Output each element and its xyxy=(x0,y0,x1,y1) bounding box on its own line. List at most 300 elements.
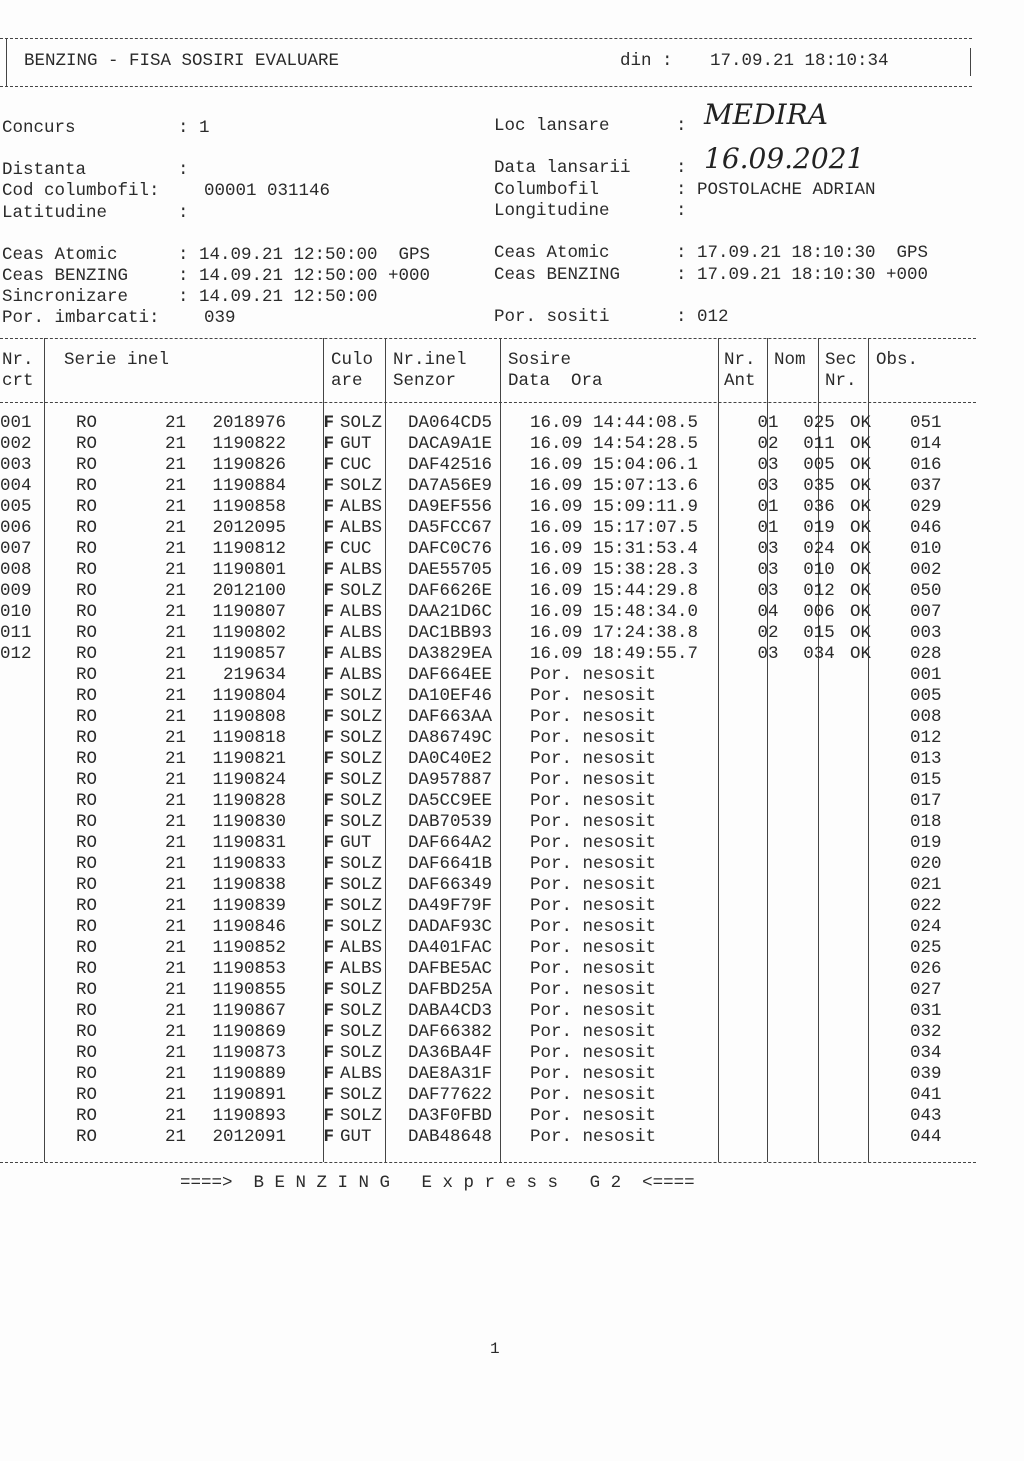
row-country-cell: RO xyxy=(76,476,98,496)
row-ant-cell xyxy=(742,665,794,686)
table-top-border xyxy=(0,338,976,339)
row-country-cell: RO xyxy=(76,455,98,475)
report-title: BENZING - FISA SOSIRI EVALUARE xyxy=(24,51,340,71)
row-ant-cell: 03 xyxy=(757,581,779,601)
row-nom-cell xyxy=(794,1064,844,1085)
row-ant-cell xyxy=(742,1043,794,1064)
columbofil-label: Columbofil xyxy=(494,180,600,200)
row-sex-cell: F xyxy=(323,854,334,874)
data-lansarii-sep: : xyxy=(676,158,687,178)
row-year-cell: 21 xyxy=(164,770,186,790)
row-arrival-cell: Por. nesosit xyxy=(530,665,657,685)
row-nr-cell xyxy=(0,770,58,791)
row-ant-cell xyxy=(742,770,794,791)
table-row xyxy=(0,791,990,812)
distanta-value: : xyxy=(178,160,189,180)
row-nom-cell xyxy=(794,812,844,833)
row-ant-cell: 01 xyxy=(757,413,779,433)
row-country-cell: RO xyxy=(76,854,98,874)
row-year-cell: 21 xyxy=(164,560,186,580)
row-sec-cell xyxy=(844,1064,902,1085)
header-right-border xyxy=(970,48,971,76)
row-year-cell: 21 xyxy=(164,602,186,622)
row-nom-cell xyxy=(794,854,844,875)
table-row xyxy=(0,854,990,875)
row-obs-cell: 022 xyxy=(910,896,942,916)
row-ant-cell xyxy=(742,875,794,896)
row-sec-cell xyxy=(844,917,902,938)
row-year-cell: 21 xyxy=(164,686,186,706)
row-nom-cell: 034 xyxy=(803,644,835,664)
row-sensor-cell: DACA9A1E xyxy=(408,434,493,454)
row-arrival-cell: 16.09 15:17:07.5 xyxy=(530,518,699,538)
table-row xyxy=(0,476,990,497)
cod-columbofil-label: Cod columbofil: xyxy=(2,181,160,201)
row-sensor-cell: DAF6641B xyxy=(408,854,493,874)
table-row xyxy=(0,1106,990,1127)
table-row xyxy=(0,812,990,833)
row-country-cell: RO xyxy=(76,980,98,1000)
row-nom-cell xyxy=(794,833,844,854)
row-year-cell: 21 xyxy=(164,539,186,559)
row-nr-cell: 004 xyxy=(0,476,32,496)
row-nom-cell: 006 xyxy=(803,602,835,622)
row-sensor-cell: DAF42516 xyxy=(408,455,493,475)
row-sensor-cell: DA401FAC xyxy=(408,938,493,958)
row-sec-cell xyxy=(844,728,902,749)
row-arrival-cell: Por. nesosit xyxy=(530,812,657,832)
row-arrival-cell: 16.09 15:04:06.1 xyxy=(530,455,699,475)
row-ant-cell xyxy=(742,791,794,812)
row-ring-number-cell: 1190893 xyxy=(212,1106,286,1126)
row-nr-cell xyxy=(0,959,58,980)
row-sensor-cell: DA0C40E2 xyxy=(408,749,493,769)
row-ant-cell: 03 xyxy=(757,539,779,559)
row-sex-cell: F xyxy=(323,1001,334,1021)
table-row xyxy=(0,1085,990,1106)
row-country-cell: RO xyxy=(76,1022,98,1042)
page-mark: 1 xyxy=(490,1340,500,1358)
loc-lansare-handwritten: MEDIRA xyxy=(704,98,828,131)
row-nr-cell: 010 xyxy=(0,602,32,622)
row-nr-cell xyxy=(0,1064,58,1085)
row-sec-cell xyxy=(844,896,902,917)
row-sensor-cell: DAA21D6C xyxy=(408,602,493,622)
row-year-cell: 21 xyxy=(164,875,186,895)
table-row xyxy=(0,1022,990,1043)
row-ring-number-cell: 1190802 xyxy=(212,623,286,643)
table-row xyxy=(0,1043,990,1064)
row-arrival-cell: Por. nesosit xyxy=(530,938,657,958)
row-nom-cell xyxy=(794,728,844,749)
row-sec-cell: OK xyxy=(850,644,872,664)
row-ring-number-cell: 1190839 xyxy=(212,896,286,916)
row-color-cell: SOLZ xyxy=(340,875,383,895)
row-sensor-cell: DAF664A2 xyxy=(408,833,493,853)
table-row xyxy=(0,917,990,938)
row-arrival-cell: Por. nesosit xyxy=(530,1064,657,1084)
table-bottom-border xyxy=(0,1162,976,1163)
row-sensor-cell: DAFC0C76 xyxy=(408,539,493,559)
table-row xyxy=(0,980,990,1001)
row-sec-cell xyxy=(844,1127,902,1148)
row-arrival-cell: 16.09 15:44:29.8 xyxy=(530,581,699,601)
row-sensor-cell: DA36BA4F xyxy=(408,1043,493,1063)
row-color-cell: ALBS xyxy=(340,623,383,643)
row-color-cell: SOLZ xyxy=(340,1085,383,1105)
row-nom-cell xyxy=(794,707,844,728)
row-obs-cell: 015 xyxy=(910,770,942,790)
row-arrival-cell: Por. nesosit xyxy=(530,1127,657,1147)
row-color-cell: SOLZ xyxy=(340,728,383,748)
header-left-border xyxy=(6,38,7,86)
row-country-cell: RO xyxy=(76,413,98,433)
row-year-cell: 21 xyxy=(164,854,186,874)
row-arrival-cell: Por. nesosit xyxy=(530,728,657,748)
row-nom-cell: 011 xyxy=(803,434,835,454)
row-sensor-cell: DAF6626E xyxy=(408,581,493,601)
row-ring-number-cell: 1190821 xyxy=(212,749,286,769)
row-nr-cell xyxy=(0,1085,58,1106)
row-obs-cell: 016 xyxy=(910,455,942,475)
row-country-cell: RO xyxy=(76,749,98,769)
row-nr-cell xyxy=(0,686,58,707)
row-year-cell: 21 xyxy=(164,1064,186,1084)
table-row xyxy=(0,1127,990,1148)
row-nr-cell: 006 xyxy=(0,518,32,538)
ceas-benzing-start-label: Ceas BENZING xyxy=(2,266,129,286)
row-nom-cell xyxy=(794,1127,844,1148)
row-nom-cell xyxy=(794,875,844,896)
row-color-cell: SOLZ xyxy=(340,749,383,769)
row-ring-number-cell: 1190833 xyxy=(212,854,286,874)
row-nr-cell xyxy=(0,1127,58,1148)
row-obs-cell: 019 xyxy=(910,833,942,853)
row-sensor-cell: DA5FCC67 xyxy=(408,518,493,538)
row-ant-cell xyxy=(742,728,794,749)
row-nom-cell: 025 xyxy=(803,413,835,433)
col-header-sosire: Sosire Data Ora xyxy=(508,350,603,391)
row-nr-cell xyxy=(0,749,58,770)
row-year-cell: 21 xyxy=(164,833,186,853)
top-border xyxy=(0,38,972,39)
row-arrival-cell: Por. nesosit xyxy=(530,917,657,937)
row-arrival-cell: Por. nesosit xyxy=(530,686,657,706)
table-row xyxy=(0,413,990,434)
report-date-label: din : xyxy=(620,51,673,71)
row-obs-cell: 032 xyxy=(910,1022,942,1042)
row-sex-cell: F xyxy=(323,1127,334,1147)
row-obs-cell: 024 xyxy=(910,917,942,937)
table-row xyxy=(0,1001,990,1022)
row-obs-cell: 014 xyxy=(910,434,942,454)
row-obs-cell: 034 xyxy=(910,1043,942,1063)
row-ant-cell xyxy=(742,833,794,854)
columbofil-value: : POSTOLACHE ADRIAN xyxy=(676,180,876,200)
row-sec-cell xyxy=(844,875,902,896)
row-color-cell: CUC xyxy=(340,539,372,559)
row-sex-cell: F xyxy=(323,833,334,853)
row-sex-cell: F xyxy=(323,413,334,433)
row-sec-cell xyxy=(844,749,902,770)
row-color-cell: ALBS xyxy=(340,644,383,664)
table-row xyxy=(0,644,990,665)
row-sec-cell: OK xyxy=(850,602,872,622)
col-header-nr-ant: Nr. Ant xyxy=(724,350,756,391)
row-ant-cell xyxy=(742,959,794,980)
row-arrival-cell: Por. nesosit xyxy=(530,770,657,790)
row-year-cell: 21 xyxy=(164,665,186,685)
row-nr-cell: 003 xyxy=(0,455,32,475)
row-ant-cell xyxy=(742,686,794,707)
table-row xyxy=(0,1064,990,1085)
row-nom-cell xyxy=(794,980,844,1001)
row-arrival-cell: 16.09 17:24:38.8 xyxy=(530,623,699,643)
latitudine-label: Latitudine xyxy=(2,203,108,223)
row-nom-cell: 019 xyxy=(803,518,835,538)
row-sex-cell: F xyxy=(323,644,334,664)
row-nr-cell xyxy=(0,1043,58,1064)
row-sec-cell: OK xyxy=(850,497,872,517)
table-row xyxy=(0,434,990,455)
row-obs-cell: 051 xyxy=(910,413,942,433)
row-sec-cell xyxy=(844,791,902,812)
row-sensor-cell: DA064CD5 xyxy=(408,413,493,433)
row-country-cell: RO xyxy=(76,791,98,811)
row-sex-cell: F xyxy=(323,455,334,475)
row-nr-cell xyxy=(0,1106,58,1127)
table-row xyxy=(0,749,990,770)
row-ring-number-cell: 1190846 xyxy=(212,917,286,937)
row-country-cell: RO xyxy=(76,812,98,832)
row-year-cell: 21 xyxy=(164,749,186,769)
row-sex-cell: F xyxy=(323,728,334,748)
row-color-cell: ALBS xyxy=(340,518,383,538)
row-ring-number-cell: 1190884 xyxy=(212,476,286,496)
row-ring-number-cell: 2012100 xyxy=(212,581,286,601)
row-nom-cell: 010 xyxy=(803,560,835,580)
row-nr-cell: 011 xyxy=(0,623,32,643)
row-country-cell: RO xyxy=(76,959,98,979)
row-country-cell: RO xyxy=(76,434,98,454)
row-sex-cell: F xyxy=(323,707,334,727)
row-ring-number-cell: 1190889 xyxy=(212,1064,286,1084)
row-ant-cell: 04 xyxy=(757,602,779,622)
sincronizare-value: : 14.09.21 12:50:00 xyxy=(178,287,378,307)
table-row xyxy=(0,602,990,623)
row-sex-cell: F xyxy=(323,434,334,454)
row-sensor-cell: DA3829EA xyxy=(408,644,493,664)
row-arrival-cell: Por. nesosit xyxy=(530,896,657,916)
report-date-value: 17.09.21 18:10:34 xyxy=(710,51,889,71)
row-country-cell: RO xyxy=(76,917,98,937)
row-year-cell: 21 xyxy=(164,413,186,433)
row-year-cell: 21 xyxy=(164,896,186,916)
row-country-cell: RO xyxy=(76,497,98,517)
row-sec-cell: OK xyxy=(850,560,872,580)
longitudine-value: : xyxy=(676,201,687,221)
row-sex-cell: F xyxy=(323,560,334,580)
row-sensor-cell: DAFBD25A xyxy=(408,980,493,1000)
row-sec-cell xyxy=(844,938,902,959)
row-ring-number-cell: 1190812 xyxy=(212,539,286,559)
col-header-obs: Obs. xyxy=(876,350,919,370)
row-ring-number-cell: 1190867 xyxy=(212,1001,286,1021)
col-header-sec-nr: Sec Nr. xyxy=(825,350,857,391)
row-color-cell: SOLZ xyxy=(340,791,383,811)
row-nom-cell: 035 xyxy=(803,476,835,496)
row-sex-cell: F xyxy=(323,497,334,517)
row-ant-cell: 03 xyxy=(757,455,779,475)
row-sex-cell: F xyxy=(323,917,334,937)
row-country-cell: RO xyxy=(76,581,98,601)
row-country-cell: RO xyxy=(76,1064,98,1084)
row-nr-cell xyxy=(0,833,58,854)
row-ant-cell xyxy=(742,1001,794,1022)
table-row xyxy=(0,623,990,644)
row-color-cell: GUT xyxy=(340,833,372,853)
row-sex-cell: F xyxy=(323,1064,334,1084)
row-color-cell: ALBS xyxy=(340,560,383,580)
row-nom-cell xyxy=(794,1085,844,1106)
row-color-cell: SOLZ xyxy=(340,707,383,727)
table-row xyxy=(0,896,990,917)
sincronizare-label: Sincronizare xyxy=(2,287,129,307)
row-obs-cell: 020 xyxy=(910,854,942,874)
row-sex-cell: F xyxy=(323,980,334,1000)
row-country-cell: RO xyxy=(76,833,98,853)
row-nom-cell xyxy=(794,791,844,812)
row-color-cell: ALBS xyxy=(340,959,383,979)
row-ring-number-cell: 1190826 xyxy=(212,455,286,475)
row-year-cell: 21 xyxy=(164,707,186,727)
row-sex-cell: F xyxy=(323,749,334,769)
row-obs-cell: 008 xyxy=(910,707,942,727)
row-sex-cell: F xyxy=(323,938,334,958)
concurs-label: Concurs xyxy=(2,118,76,138)
row-sec-cell xyxy=(844,833,902,854)
row-ant-cell xyxy=(742,1106,794,1127)
row-ring-number-cell: 1190891 xyxy=(212,1085,286,1105)
row-color-cell: SOLZ xyxy=(340,770,383,790)
row-arrival-cell: 16.09 18:49:55.7 xyxy=(530,644,699,664)
row-obs-cell: 001 xyxy=(910,665,942,685)
row-sex-cell: F xyxy=(323,476,334,496)
row-nr-cell xyxy=(0,854,58,875)
row-nr-cell xyxy=(0,1001,58,1022)
col-header-nom: Nom xyxy=(774,350,806,370)
row-nom-cell xyxy=(794,1043,844,1064)
row-arrival-cell: 16.09 14:54:28.5 xyxy=(530,434,699,454)
loc-lansare-sep: : xyxy=(676,116,687,136)
row-ant-cell: 01 xyxy=(757,518,779,538)
row-country-cell: RO xyxy=(76,875,98,895)
row-nr-cell xyxy=(0,896,58,917)
row-obs-cell: 021 xyxy=(910,875,942,895)
row-nom-cell xyxy=(794,686,844,707)
row-sec-cell xyxy=(844,770,902,791)
table-row xyxy=(0,875,990,896)
row-ring-number-cell: 1190858 xyxy=(212,497,286,517)
row-sensor-cell: DAF664EE xyxy=(408,665,493,685)
row-nr-cell: 012 xyxy=(0,644,32,664)
row-country-cell: RO xyxy=(76,539,98,559)
row-color-cell: GUT xyxy=(340,434,372,454)
row-year-cell: 21 xyxy=(164,791,186,811)
row-nom-cell xyxy=(794,959,844,980)
row-country-cell: RO xyxy=(76,1001,98,1021)
row-year-cell: 21 xyxy=(164,644,186,664)
row-arrival-cell: 16.09 15:09:11.9 xyxy=(530,497,699,517)
row-ring-number-cell: 2012095 xyxy=(212,518,286,538)
row-ring-number-cell: 219634 xyxy=(222,665,286,685)
row-sex-cell: F xyxy=(323,686,334,706)
row-country-cell: RO xyxy=(76,623,98,643)
row-country-cell: RO xyxy=(76,518,98,538)
row-ring-number-cell: 1190830 xyxy=(212,812,286,832)
row-ant-cell xyxy=(742,854,794,875)
row-ring-number-cell: 1190853 xyxy=(212,959,286,979)
table-row xyxy=(0,959,990,980)
ceas-atomic-end-label: Ceas Atomic xyxy=(494,243,610,263)
table-row xyxy=(0,665,990,686)
row-sensor-cell: DA7A56E9 xyxy=(408,476,493,496)
row-nom-cell: 005 xyxy=(803,455,835,475)
row-ant-cell xyxy=(742,1064,794,1085)
row-year-cell: 21 xyxy=(164,917,186,937)
row-arrival-cell: Por. nesosit xyxy=(530,833,657,853)
row-ant-cell xyxy=(742,1127,794,1148)
row-obs-cell: 026 xyxy=(910,959,942,979)
por-imbarcati-label: Por. imbarcati: xyxy=(2,308,160,328)
row-nr-cell: 001 xyxy=(0,413,32,433)
row-obs-cell: 007 xyxy=(910,602,942,622)
row-sex-cell: F xyxy=(323,770,334,790)
row-country-cell: RO xyxy=(76,560,98,580)
row-sensor-cell: DA957887 xyxy=(408,770,493,790)
row-color-cell: SOLZ xyxy=(340,1022,383,1042)
row-ring-number-cell: 1190869 xyxy=(212,1022,286,1042)
row-arrival-cell: 16.09 15:31:53.4 xyxy=(530,539,699,559)
row-color-cell: SOLZ xyxy=(340,917,383,937)
row-nom-cell xyxy=(794,770,844,791)
table-row xyxy=(0,539,990,560)
row-sensor-cell: DA86749C xyxy=(408,728,493,748)
row-nom-cell: 024 xyxy=(803,539,835,559)
row-sensor-cell: DA10EF46 xyxy=(408,686,493,706)
row-color-cell: SOLZ xyxy=(340,413,383,433)
row-sec-cell: OK xyxy=(850,623,872,643)
row-sensor-cell: DA9EF556 xyxy=(408,497,493,517)
row-year-cell: 21 xyxy=(164,1127,186,1147)
row-ant-cell xyxy=(742,938,794,959)
row-sensor-cell: DADAF93C xyxy=(408,917,493,937)
row-year-cell: 21 xyxy=(164,938,186,958)
row-ring-number-cell: 1190873 xyxy=(212,1043,286,1063)
row-country-cell: RO xyxy=(76,896,98,916)
table-row xyxy=(0,728,990,749)
por-imbarcati-value: 039 xyxy=(204,308,236,328)
table-row xyxy=(0,581,990,602)
data-lansarii-label: Data lansarii xyxy=(494,158,631,178)
row-nom-cell xyxy=(794,896,844,917)
row-sec-cell xyxy=(844,959,902,980)
row-arrival-cell: 16.09 15:38:28.3 xyxy=(530,560,699,580)
row-country-cell: RO xyxy=(76,644,98,664)
row-ring-number-cell: 1190824 xyxy=(212,770,286,790)
row-ant-cell xyxy=(742,896,794,917)
row-country-cell: RO xyxy=(76,665,98,685)
